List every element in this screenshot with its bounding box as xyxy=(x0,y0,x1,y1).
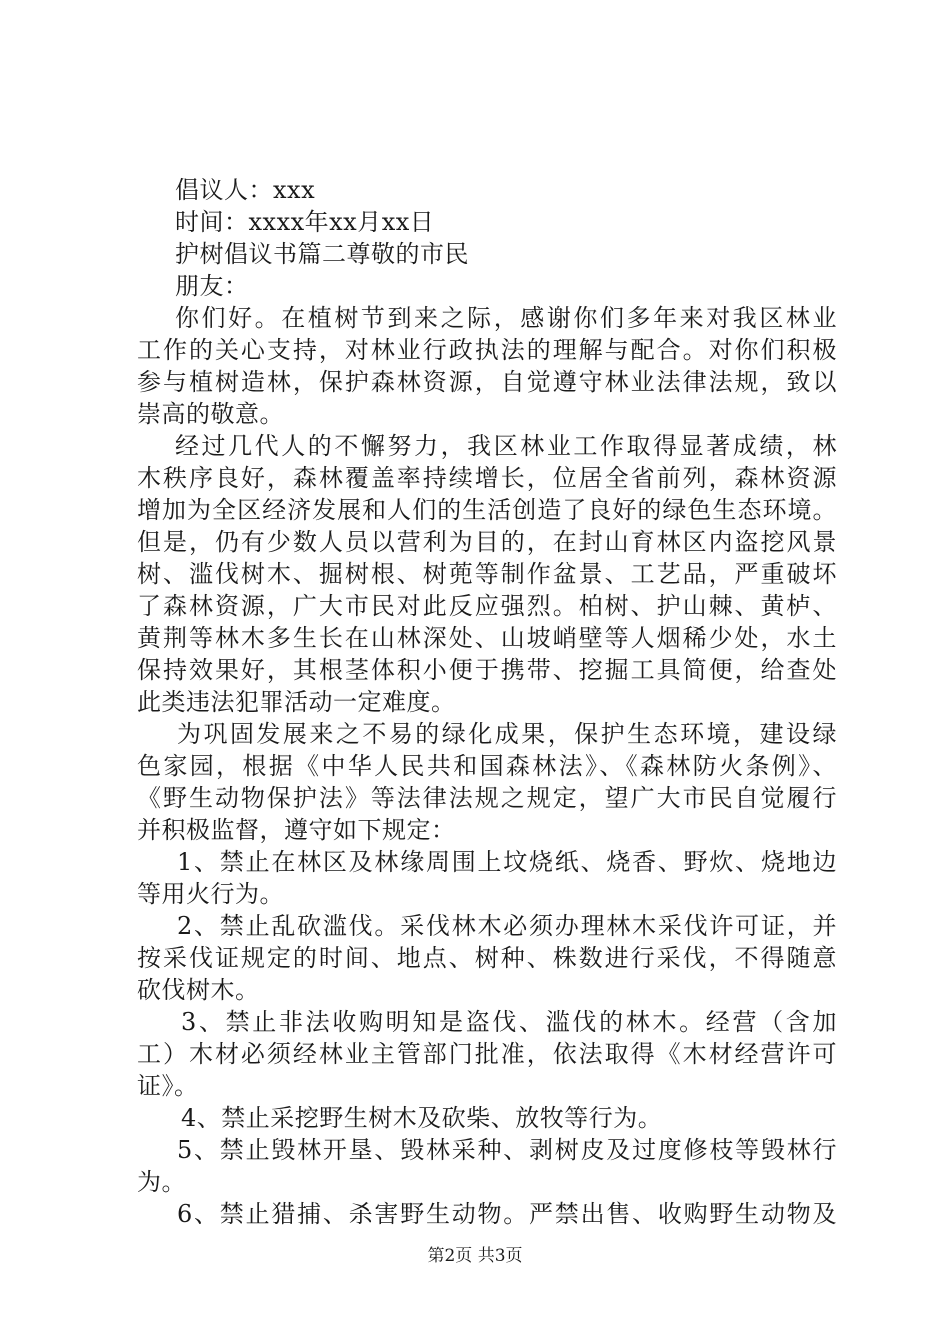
paragraph-line: 为。 xyxy=(137,1168,186,1196)
paragraph-line: 4、禁止采挖野生树木及砍柴、放牧等行为。 xyxy=(181,1104,663,1132)
paragraph-line: 保持效果好，其根茎体积小便于携带、挖掘工具简便，给查处 xyxy=(137,656,837,684)
date-line: 时间：xxxx年xx月xx日 xyxy=(175,208,435,236)
salutation-line: 朋友： xyxy=(175,272,249,300)
paragraph-line: 增加为全区经济发展和人们的生活创造了良好的绿色生态环境。 xyxy=(137,496,837,524)
paragraph-line: 黄荆等林木多生长在山林深处、山坡峭壁等人烟稀少处，水土 xyxy=(137,624,837,652)
paragraph-line: 按采伐证规定的时间、地点、树种、株数进行采伐，不得随意 xyxy=(137,944,837,972)
paragraph-line: 为巩固发展来之不易的绿化成果，保护生态环境，建设绿 xyxy=(177,720,837,748)
paragraph-line: 6、禁止猎捕、杀害野生动物。严禁出售、收购野生动物及 xyxy=(177,1200,837,1228)
rule-item-5 xyxy=(137,1134,837,1198)
page-number-footer: 第2页 共3页 xyxy=(427,1246,523,1266)
paragraph-line: 树、滥伐树木、掘树根、树蔸等制作盆景、工艺品，严重破坏 xyxy=(137,560,837,588)
rule-item-1 xyxy=(137,846,837,910)
paragraph-line: 崇高的敬意。 xyxy=(137,400,284,428)
paragraph-line: 此类违法犯罪活动一定难度。 xyxy=(137,688,456,716)
document-body xyxy=(137,174,837,1230)
rule-item-6 xyxy=(137,1198,837,1230)
paragraph-line: 经过几代人的不懈努力，我区林业工作取得显著成绩，林 xyxy=(175,432,837,460)
paragraph-line: 等用火行为。 xyxy=(137,880,284,908)
paragraph-line: 工）木材必须经林业主管部门批准，依法取得《木材经营许可 xyxy=(137,1040,837,1068)
paragraph-background xyxy=(137,430,837,718)
paragraph-line: 参与植树造林，保护森林资源，自觉遵守林业法律法规，致以 xyxy=(137,368,837,396)
paragraph-line: 工作的关心支持，对林业行政执法的理解与配合。对你们积极 xyxy=(137,336,837,364)
paragraph-line: 你们好。在植树节到来之际，感谢你们多年来对我区林业 xyxy=(175,304,837,332)
rule-item-4 xyxy=(137,1102,837,1134)
paragraph-line: 色家园，根据《中华人民共和国森林法》、《森林防火条例》、 xyxy=(137,752,837,780)
paragraph-greeting xyxy=(137,302,837,430)
paragraph-line: 《野生动物保护法》等法律法规之规定，望广大市民自觉履行 xyxy=(137,784,837,812)
paragraph-line: 砍伐树木。 xyxy=(137,976,260,1004)
paragraph-line: 了森林资源，广大市民对此反应强烈。柏树、护山棘、黄栌、 xyxy=(137,592,837,620)
paragraph-line: 3、禁止非法收购明知是盗伐、滥伐的林木。经营（含加 xyxy=(181,1008,837,1036)
paragraph-purpose xyxy=(137,718,837,846)
rule-item-3 xyxy=(137,1006,837,1102)
proposer-line: 倡议人：xxx xyxy=(175,176,316,204)
header-block xyxy=(137,174,837,302)
paragraph-line: 5、禁止毁林开垦、毁林采种、剥树皮及过度修枝等毁林行 xyxy=(177,1136,837,1164)
paragraph-line: 证》。 xyxy=(137,1072,199,1100)
paragraph-line: 木秩序良好，森林覆盖率持续增长，位居全省前列，森林资源 xyxy=(137,464,837,492)
paragraph-line: 但是，仍有少数人员以营利为目的，在封山育林区内盗挖风景 xyxy=(137,528,837,556)
paragraph-line: 2、禁止乱砍滥伐。采伐林木必须办理林木采伐许可证，并 xyxy=(177,912,837,940)
paragraph-line: 1、禁止在林区及林缘周围上坟烧纸、烧香、野炊、烧地边 xyxy=(177,848,837,876)
section-title-line: 护树倡议书篇二尊敬的市民 xyxy=(175,240,469,268)
rule-item-2 xyxy=(137,910,837,1006)
paragraph-line: 并积极监督，遵守如下规定： xyxy=(137,816,456,844)
